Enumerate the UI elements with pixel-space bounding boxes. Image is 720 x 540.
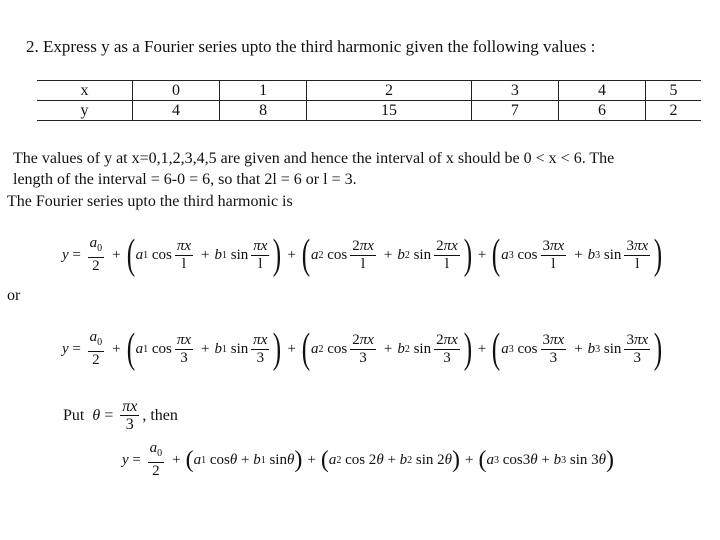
table-cell: 4: [558, 81, 645, 101]
explanation-paragraph: [13, 148, 713, 190]
denominator: 3: [633, 349, 642, 366]
question-text: 2. Express y as a Fourier series upto the third harmonic given the following values :: [26, 37, 596, 56]
denominator: l: [551, 255, 556, 272]
denominator: 3: [256, 349, 265, 366]
row-label: x: [37, 81, 133, 101]
table-cell: 4: [133, 101, 220, 121]
table-cell: 7: [471, 101, 558, 121]
table-cell: 2: [307, 81, 472, 101]
denominator: 3: [549, 349, 558, 366]
row-label: y: [37, 101, 133, 121]
denominator: l: [181, 255, 187, 272]
denominator: 3: [180, 349, 188, 366]
denominator: l: [444, 255, 450, 272]
table-cell: 2: [646, 101, 702, 121]
table-row: [37, 101, 701, 121]
fourier-equation-substituted: y = $\frac{a_0}{2}$ + ( a 1 cos $\frac{\pi x}{3}$ + b 1 sin $\frac{\pi x}{3}$ ) + ( a 2 cos $\frac{2\pi x}{3}$ + b 2 sin $\frac{2\pi x}{3}$ ) + ( a 3 cos $\frac{3\pi x}{3}$ + b 3 sin $\frac{3\pi x}{3}$ ): [62, 326, 663, 372]
table-row: [37, 81, 701, 101]
table-cell: 5: [646, 81, 702, 101]
table-cell: 8: [220, 101, 307, 121]
fourier-equation-theta: y = $\frac{a_0}{2}$ + ( a 1 cos θ + b 1 sin θ ) + ( a 2 cos 2 θ + b 2 sin 2 θ ) + ( a 3 cos3 θ + b 3 sin 3 θ ): [122, 440, 614, 479]
intro-text: The Fourier series upto the third harmonic is: [7, 193, 293, 210]
paragraph-line: The values of y at x=0,1,2,3,4,5 are given and hence the interval of x should be 0 < x < 6. The: [13, 150, 615, 167]
denominator: 3: [359, 349, 367, 366]
denominator: l: [635, 255, 640, 272]
put-label: Put: [63, 406, 85, 424]
fourier-equation-general: y = $\frac{a_0}{2}$ + ( a 1 cos $\frac{\pi x}{l}$ + b 1 sin $\frac{\pi x}{l}$ ) + ( a 2 cos $\frac{2\pi x}{l}$ + b 2 sin $\frac{2\pi x}{l}$ ) + ( a 3 cos $\frac{3\pi x}{l}$ + b 3 sin $\frac{3\pi x}{l}$ ): [62, 232, 663, 278]
then-label: , then: [142, 406, 178, 424]
paragraph-line: length of the interval = 6-0 = 6, so that 2l = 6 or l = 3.: [13, 171, 357, 188]
table-cell: 15: [307, 101, 472, 121]
table-cell: 1: [220, 81, 307, 101]
or-text: or: [7, 287, 21, 304]
table-cell: 0: [133, 81, 220, 101]
table-cell: 3: [471, 81, 558, 101]
theta-substitution: Put θ = $\frac{\pi x}{3}$ , then: [63, 398, 178, 433]
denominator: l: [258, 255, 263, 272]
values-table: [37, 80, 701, 121]
denominator: 3: [443, 349, 451, 366]
table-cell: 6: [558, 101, 645, 121]
denominator: l: [360, 255, 366, 272]
